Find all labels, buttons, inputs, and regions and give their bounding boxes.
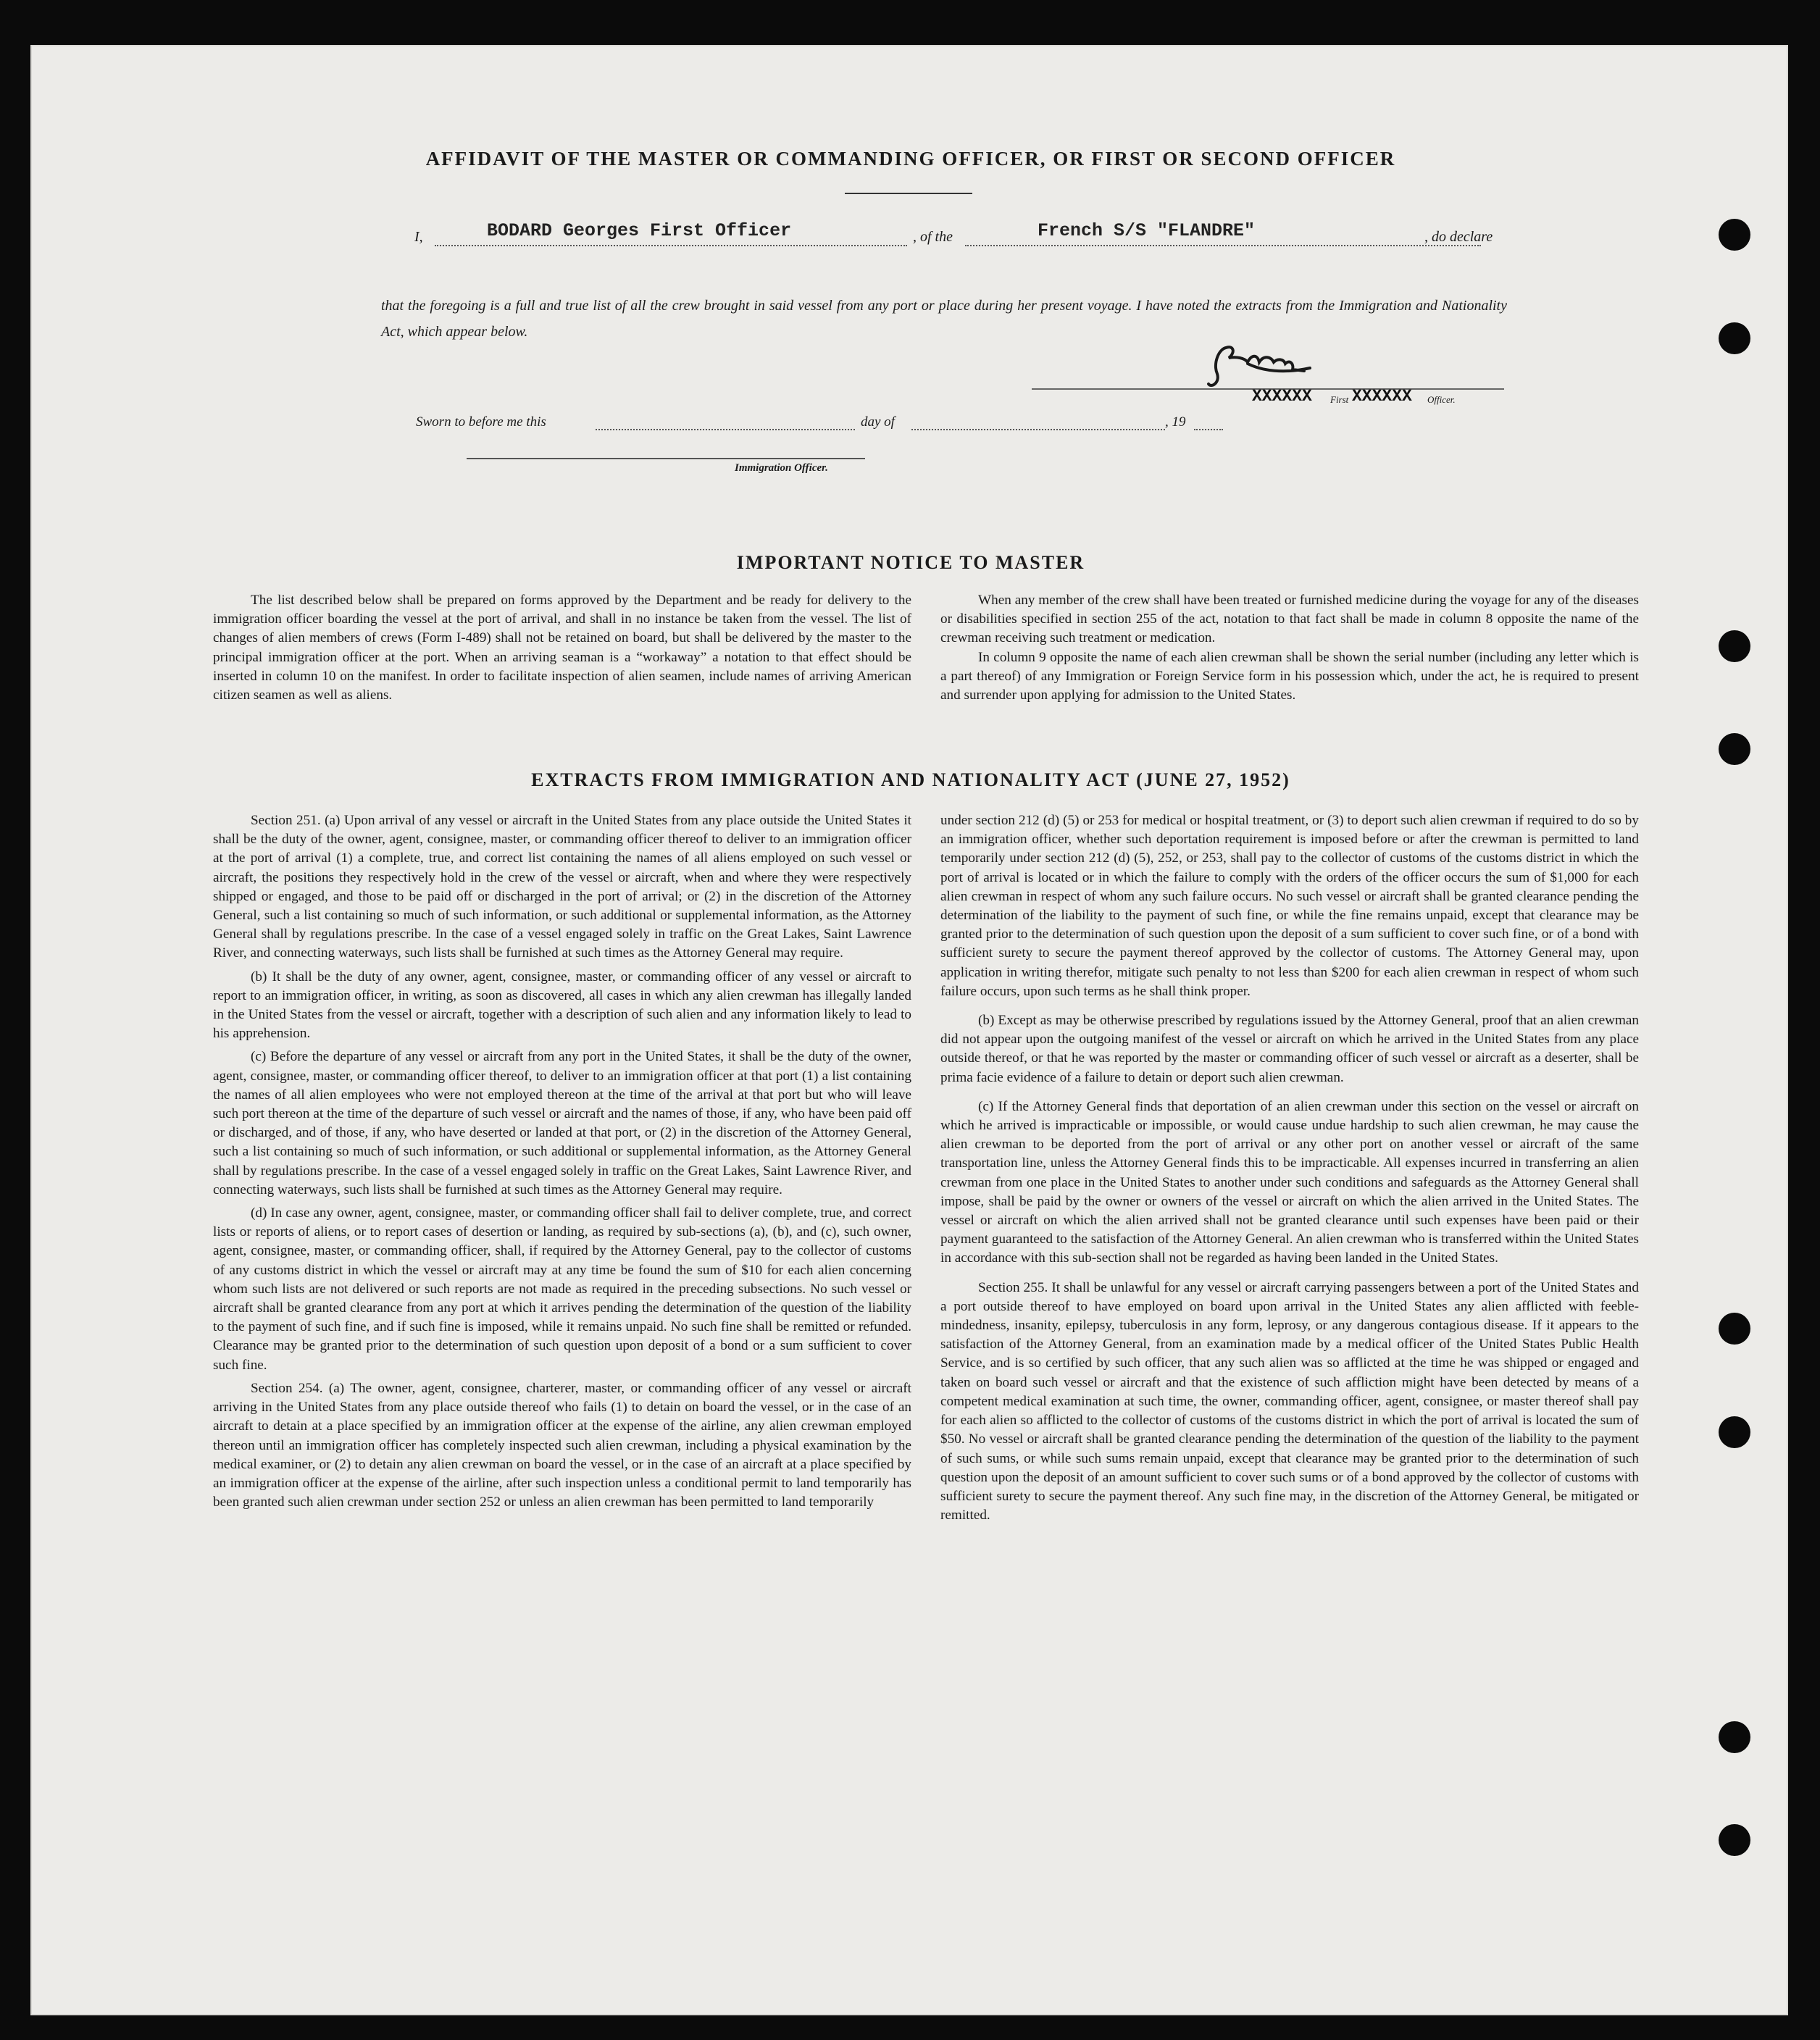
year-label: , 19	[1165, 414, 1186, 430]
day-of-label: day of	[861, 414, 895, 430]
binder-hole-icon	[1719, 1416, 1750, 1448]
sworn-line	[416, 409, 1227, 430]
struck-title-right: XXXXXX	[1352, 387, 1412, 406]
i-label: I,	[414, 229, 423, 245]
document-sheet	[30, 45, 1788, 2015]
notice-paragraph: In column 9 opposite the name of each alien crewman shall be shown the serial number (including any letter which is a part thereof) of any Immigration or Foreign Service form in his possession which, under the act, he is required to present and surrender upon applying for admission to the United States.	[940, 649, 1639, 703]
year-dotted-line	[1194, 429, 1223, 430]
section-251d: (d) In case any owner, agent, consignee, master, or commanding officer shall fail to deliver complete, true, and correct lists or reports of aliens, or to report cases of desertion or landing, as required by sub-sections (a), (b), and (c), such owner, agent, consignee, master, or commanding officer, shall, if required by the Attorney General, pay to the collector of customs of any customs district in which the vessel or aircraft may at any time be found the sum of $10 for each alien concerning whom such lists are not delivered or such reports are not made as required in the preceding subsections. No such vessel or aircraft shall be granted clearance from any port at which it arrives pending the determination of the question of the liability to the payment of such fine, and if such fine is imposed, while it remains unpaid. No such fine shall be remitted or refunded. Clearance may be granted prior to the determination of such question upon deposit of a bond or a sum sufficient to cover such fine.	[213, 1205, 911, 1373]
struck-title-left: XXXXXX	[1252, 387, 1312, 406]
binder-hole-icon	[1719, 1313, 1750, 1345]
signature-block	[1032, 342, 1510, 414]
vessel-name-field[interactable]: French S/S "FLANDRE"	[1038, 220, 1256, 241]
declaration-line	[351, 219, 1510, 251]
binder-hole-icon	[1719, 322, 1750, 354]
officer-label: Officer.	[1427, 394, 1456, 405]
section-251c: (c) Before the departure of any vessel or aircraft from any port in the United States, it shall be the duty of the owner, agent, consignee, master, or commanding officer thereof, to deliver to an immigration officer at that port (1) a list containing the names of all alien employees who were not employed thereon at the time of the arrival at that port but who will leave such port thereon at the time of the departure of such vessel or aircraft and the names of those, if any, who have been paid off or discharged, and of those, if any, who have deserted or landed at that port, or (2) in the discretion of the Attorney General, such a list containing so much of such information, or such additional or supplemental information, as the Attorney General shall by regulations prescribe. In the case of a vessel engaged solely in traffic on the Great Lakes, Saint Lawrence River, and connecting waterways, such lists shall be furnished at such times as the Attorney General may require.	[213, 1049, 911, 1197]
section-254c: (c) If the Attorney General finds that deportation of an alien crewman under this section on the vessel or aircraft on which he arrived is impracticable or impossible, or would cause undue hardship to such alien crewman, he may cause the alien crewman to be deported from the port of arrival or any other port on another vessel or aircraft of the same transportation line, unless the Attorney General finds this to be impracticable. All expenses incurred in transferring an alien crewman from one place in the United States to another under such conditions and safeguards as the Attorney General shall impose, shall be paid by the owner or owners of the vessel or aircraft on which the alien arrived in the United States. The vessel or aircraft on which the alien arrived shall not be granted clearance until such expenses have been paid or their payment guaranteed to the satisfaction of the Attorney General. An alien crewman who is transferred within the United States in accordance with this sub-section shall not be regarded as having been landed in the United States.	[940, 1098, 1639, 1266]
notice-left-column	[213, 591, 911, 705]
name-dotted-line	[435, 245, 907, 246]
section-251b: (b) It shall be the duty of any owner, agent, consignee, master, or commanding officer of any vessel or aircraft to report to an immigration officer, in writing, as soon as discovered, all cases in which any alien crewman has illegally landed in the United States from the vessel or aircraft, together with a description of such alien and any information likely to lead to his apprehension.	[213, 969, 911, 1042]
do-declare-label: , do declare	[1424, 229, 1493, 245]
immigration-officer-line	[467, 458, 865, 459]
declaration-text: that the foregoing is a full and true list of all the crew brought in said vessel from any port or place during her present voyage. I have noted the extracts from the Immigration and Nationality Act, which appear below.	[381, 298, 1507, 340]
binder-hole-icon	[1719, 219, 1750, 251]
vessel-dotted-line	[965, 245, 1481, 246]
title-divider	[845, 193, 972, 194]
extracts-left-column	[213, 811, 911, 1512]
affidavit-title: AFFIDAVIT OF THE MASTER OR COMMANDING OFFICER, OR FIRST OR SECOND OFFICER	[425, 148, 1396, 170]
section-251a: Section 251. (a) Upon arrival of any vessel or aircraft in the United States from any place outside the United States it shall be the duty of the owner, agent, consignee, master, or commanding officer thereof to deliver to an immigration officer at the port of arrival (1) a complete, true, and correct list containing the names of all aliens employed on such vessel or aircraft, the positions they respectively hold in the crew of the vessel or aircraft, when and where they were respectively shipped or engaged, and those to be paid off or discharged in the port of arrival; or (2) in the discretion of the Attorney General, such a list containing so much of such information, or such additional or supplemental information, as the Attorney General shall by regulations prescribe. In the case of a vessel engaged solely in traffic on the Great Lakes, Saint Lawrence River, and connecting waterways, such lists shall be furnished at such times as the Attorney General may require.	[213, 813, 911, 961]
notice-right-column	[940, 591, 1639, 705]
sworn-day-dotted-line	[596, 429, 855, 430]
notice-title: IMPORTANT NOTICE TO MASTER	[736, 552, 1085, 573]
extracts-title: EXTRACTS FROM IMMIGRATION AND NATIONALITY ACT (JUNE 27, 1952)	[531, 769, 1290, 790]
first-label: First	[1330, 394, 1349, 405]
sworn-label: Sworn to before me this	[416, 414, 546, 430]
binder-hole-icon	[1719, 630, 1750, 662]
section-254b: (b) Except as may be otherwise prescribed by regulations issued by the Attorney General, proof that an alien crewman did not appear upon the outgoing manifest of the vessel or aircraft on which he arrived in the United States from any place outside thereof, or that he was reported by the master or commanding officer of such vessel or aircraft as a deserter, shall be prima facie evidence of a failure to detain or deport such alien crewman.	[940, 1013, 1639, 1085]
extracts-right-column	[940, 811, 1639, 1525]
officer-name-field[interactable]: BODARD Georges First Officer	[487, 220, 792, 241]
binder-hole-icon	[1719, 1824, 1750, 1856]
binder-hole-icon	[1719, 733, 1750, 765]
of-the-label: , of the	[913, 229, 953, 245]
section-254a-continued: under section 212 (d) (5) or 253 for medical or hospital treatment, or (3) to deport such alien crewman if required to do so by an immigration officer, whether such deportation requirement is imposed before or after the crewman is permitted to land temporarily under section 212 (d) (5), 252, or 253, shall pay to the collector of customs of the customs district in which the port of arrival is located or in which the failure to comply with the orders of the officer occurs the sum of $1,000 for each alien crewman in respect of whom any such failure occurs. No such vessel or aircraft shall be granted clearance pending the determination of the liability to the payment of such fine, or while the fine remains unpaid, except that clearance may be granted prior to the determination of such question upon the deposit of a sum sufficient to cover such fine, or of a bond with sufficient surety to secure the payment thereof approved by the collector of customs. The Attorney General may, upon application in writing therefor, mitigate such penalty to not less than $200 for each alien crewman in respect of whom such failure occurs, upon such terms as he shall think proper.	[940, 813, 1639, 999]
section-255: Section 255. It shall be unlawful for any vessel or aircraft carrying passengers between a port of the United States and a port outside thereof to have employed on board upon arrival in the United States any alien afflicted with feeble-mindedness, insanity, epilepsy, tuberculosis in any form, leprosy, or any dangerous contagious disease. If it appears to the satisfaction of the Attorney General, from an examination made by a medical officer of the United States Public Health Service, and is so certified by such officer, that any such alien was so afflicted at the time he was shipped or engaged and taken on board such vessel or aircraft and that the existence of such affliction might have been detected by means of a competent medical examination at such time, the owner, commanding officer, agent, consignee, or master thereof shall pay for each alien so afflicted to the collector of customs of the customs district in which the port of arrival is located the sum of $50. No vessel or aircraft shall be granted clearance pending the determination of the question of the liability to the payment of such sums, or while such sums remain unpaid, except that clearance may be granted prior to the determination of such question upon the deposit of an amount sufficient to cover such sums or of a bond approved by the collector of customs with sufficient surety to secure the payment thereof. Any such fine may, in the discretion of the Attorney General, be mitigated or remitted.	[940, 1279, 1639, 1523]
notice-paragraph: The list described below shall be prepared on forms approved by the Department and be ready for delivery to the immigration officer boarding the vessel at the port of arrival, and shall in no instance be taken from the vessel. The list of changes of alien members of crews (Form I-489) shall not be retained on board, but shall be delivered by the master to the principal immigration officer at the port. When an arriving seaman is a “workaway” a notation to that effect should be inserted in column 10 on the manifest. In order to facilitate inspection of alien seamen, include names of arriving American citizen seamen as well as aliens.	[213, 593, 911, 703]
notice-paragraph: When any member of the crew shall have been treated or furnished medicine during the voyage for any of the diseases or disabilities specified in section 255 of the act, notation to that fact shall be made in column 8 opposite the name of the crewman receiving such treatment or medication.	[940, 593, 1639, 646]
binder-hole-icon	[1719, 1721, 1750, 1753]
section-254a: Section 254. (a) The owner, agent, consignee, charterer, master, or commanding officer of any vessel or aircraft arriving in the United States from any place outside thereof who fails (1) to detain on board the vessel, or in the case of an aircraft to detain at a place specified by an immigration officer at the expense of the airline, any alien crewman employed thereon until an immigration officer has completely inspected such alien crewman, including a physical examination by the medical examiner, or (2) to detain any alien crewman on board the vessel, or in the case of an aircraft at a place specified by an immigration officer at the expense of the airline, after such inspection unless a conditional permit to land temporarily has been granted such alien crewman under section 252 or unless an alien crewman has been permitted to land temporarily	[213, 1380, 911, 1510]
immigration-officer-label: Immigration Officer.	[735, 462, 828, 474]
month-dotted-line	[911, 429, 1165, 430]
